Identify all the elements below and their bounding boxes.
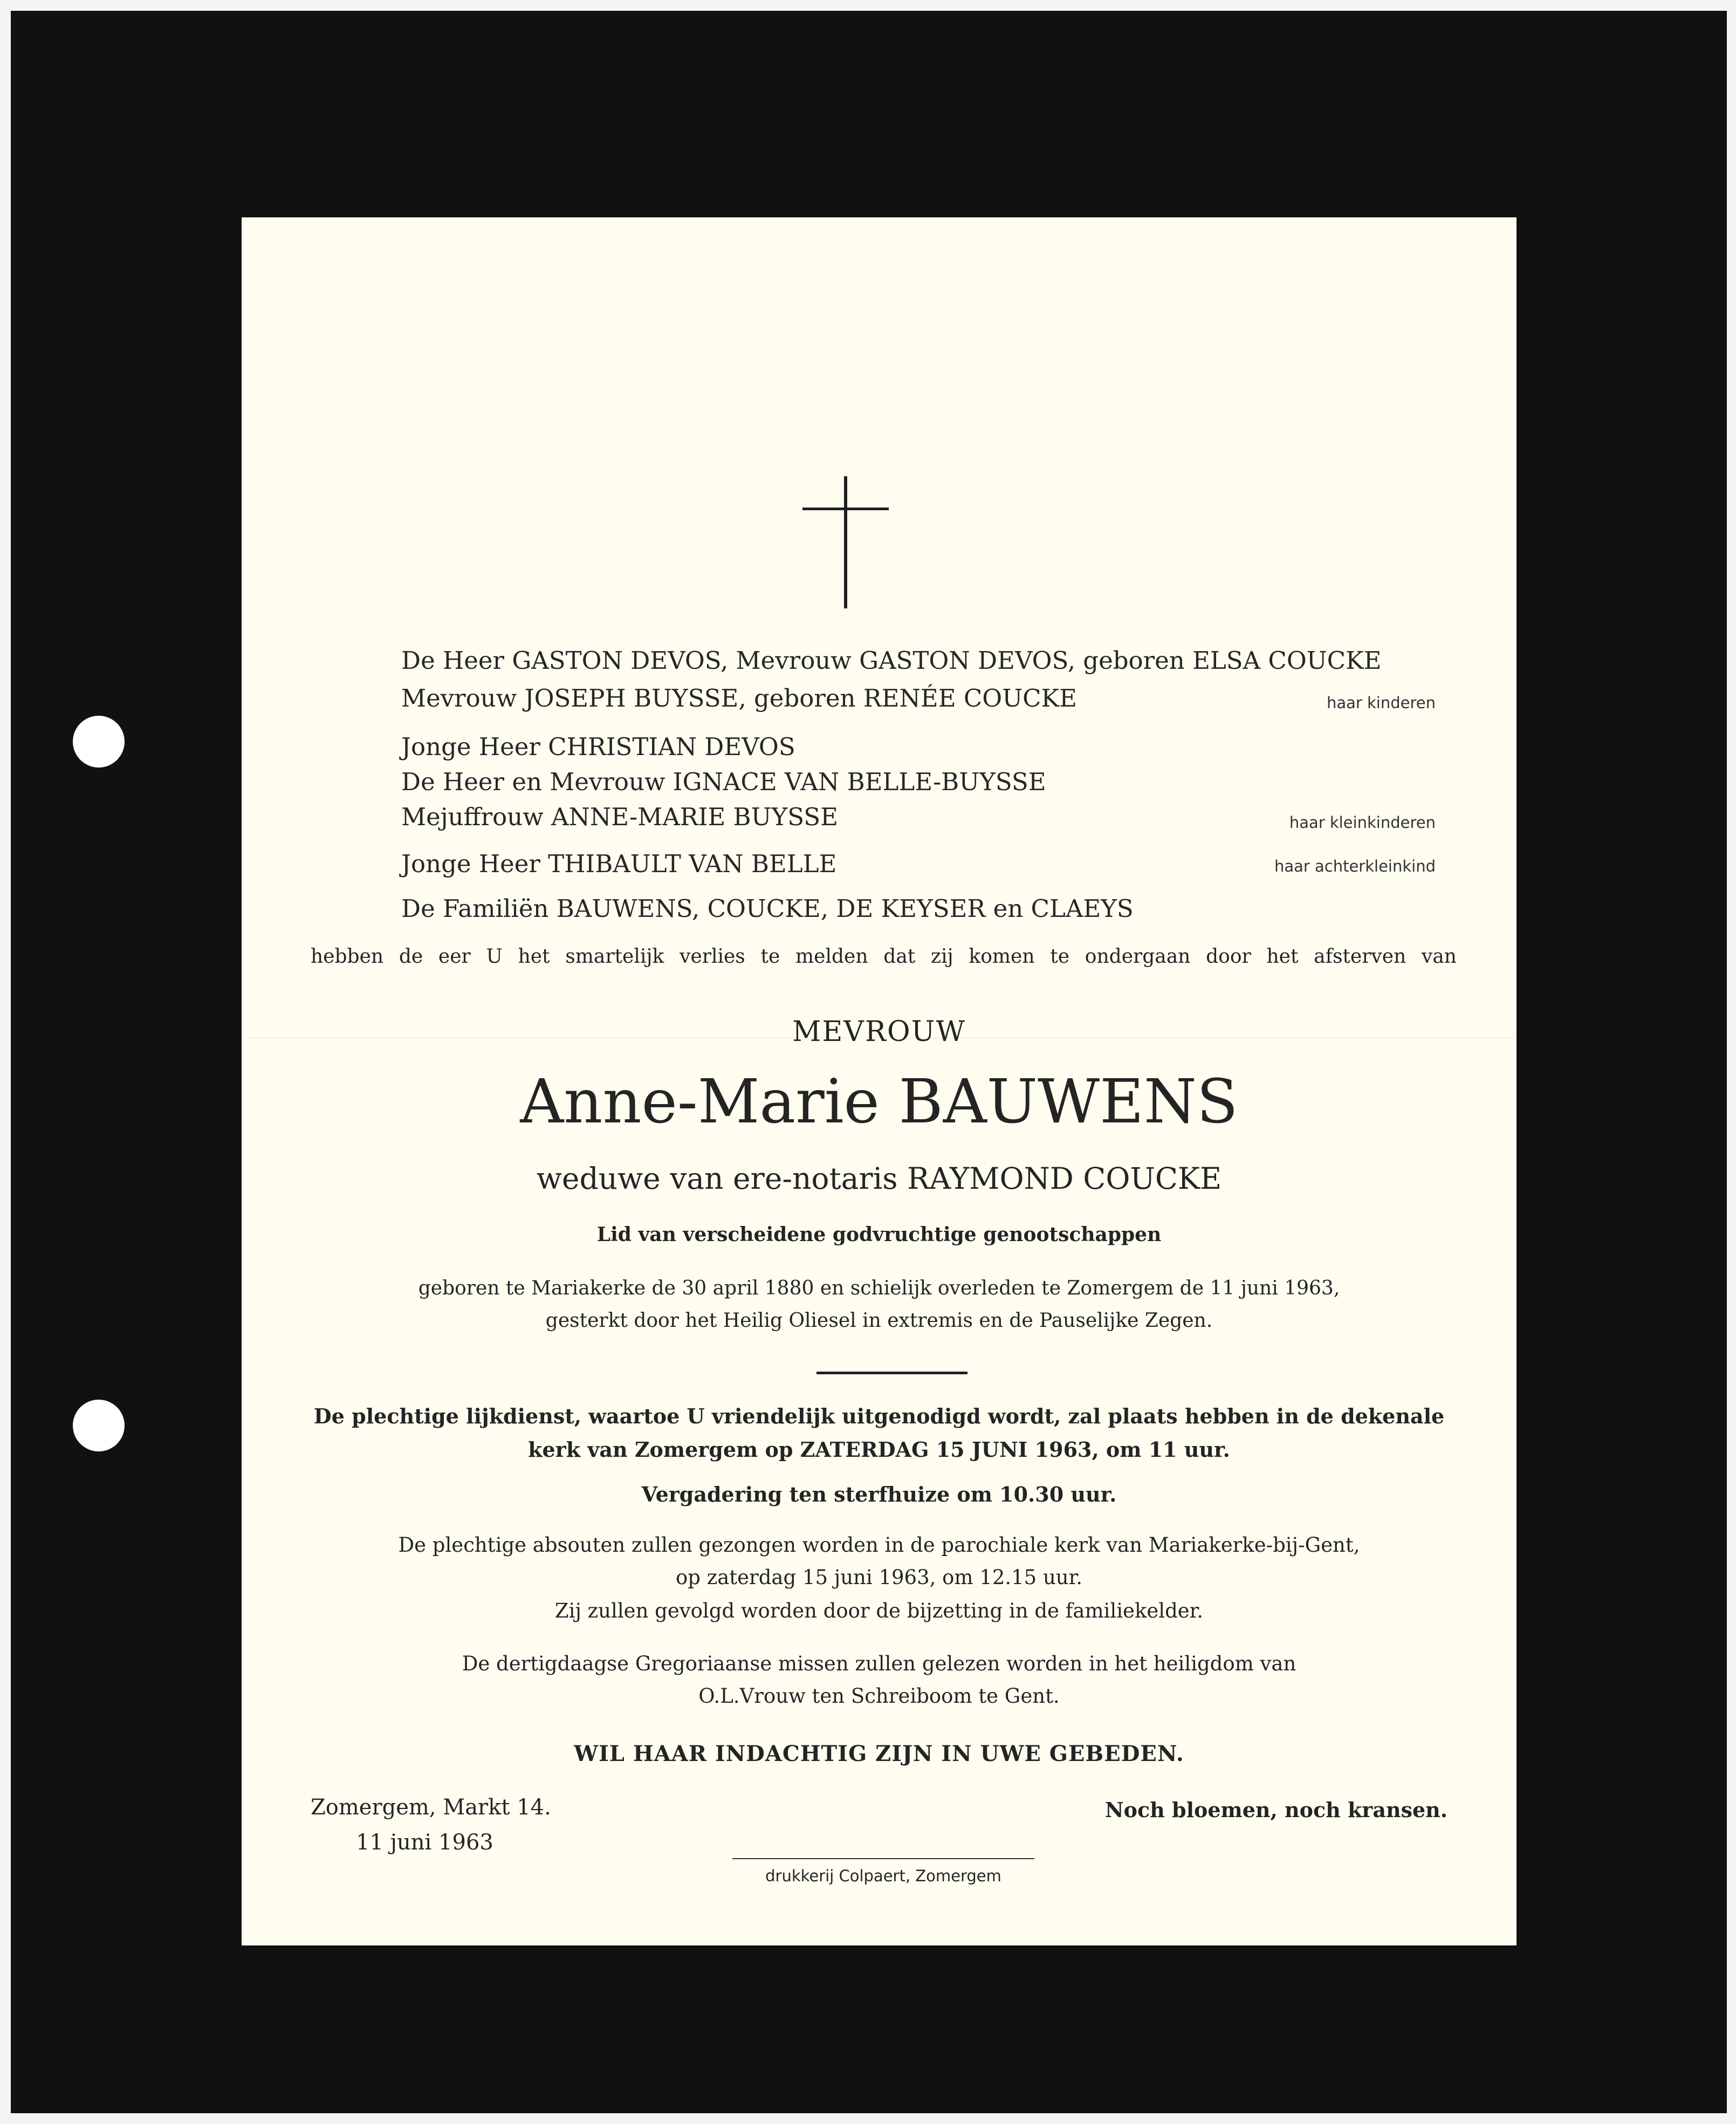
relation-tag: haar kinderen xyxy=(1326,694,1436,712)
mourning-card xyxy=(242,217,1517,1945)
printer-rule xyxy=(732,1858,1034,1859)
cross-icon xyxy=(802,476,889,608)
relative-line: De Heer GASTON DEVOS, Mevrouw GASTON DEVOS, geboren ELSA COUCKE xyxy=(401,646,1382,675)
announcement-intro: hebben de eer U het smartelijk verlies te melden dat zij komen te ondergaan door het afsterven van xyxy=(311,945,1457,968)
address-line: Zomergem, Markt 14. xyxy=(311,1795,551,1820)
prayer-request: WIL HAAR INDACHTIG ZIJN IN UWE GEBEDEN. xyxy=(574,1741,1184,1766)
deceased-name: Anne-Marie BAUWENS xyxy=(520,1067,1238,1137)
relative-line: Mejuffrouw ANNE-MARIE BUYSSE xyxy=(401,803,838,831)
funeral-service-line-1: De plechtige lijkdienst, waartoe U vriendelijk uitgenodigd wordt, zal plaats hebben in de dekenale xyxy=(313,1404,1445,1428)
relation-tag: haar achterkleinkind xyxy=(1274,857,1436,875)
funeral-service-line-2: kerk van Zomergem op ZATERDAG 15 JUNI 1963, om 11 uur. xyxy=(528,1437,1230,1462)
relative-line: De Heer en Mevrouw IGNACE VAN BELLE-BUYSSE xyxy=(401,768,1046,796)
masses-line-1: De dertigdaagse Gregoriaanse missen zullen gelezen worden in het heiligdom van xyxy=(462,1652,1296,1675)
divider-rule xyxy=(816,1372,968,1374)
absolution-line-1: De plechtige absouten zullen gezongen worden in de parochiale kerk van Mariakerke-bij-Gent, xyxy=(398,1533,1360,1557)
relative-line: Mevrouw JOSEPH BUYSSE, geboren RENÉE COUCKE xyxy=(401,684,1078,712)
printer-credit: drukkerij Colpaert, Zomergem xyxy=(765,1867,1001,1885)
date-line: 11 juni 1963 xyxy=(356,1830,493,1855)
absolution-line-2: op zaterdag 15 juni 1963, om 12.15 uur. xyxy=(675,1566,1083,1589)
birth-death-line-2: gesterkt door het Heilig Oliesel in extremis en de Pauselijke Zegen. xyxy=(545,1310,1213,1332)
birth-death-line-1: geboren te Mariakerke de 30 april 1880 en schielijk overleden te Zomergem de 11 juni 1963, xyxy=(418,1277,1340,1299)
black-mount-board xyxy=(11,11,1727,2113)
widow-of-line: weduwe van ere-notaris RAYMOND COUCKE xyxy=(536,1161,1222,1196)
punch-hole-bottom xyxy=(73,1400,125,1451)
absolution-line-3: Zij zullen gevolgd worden door de bijzetting in de familiekelder. xyxy=(554,1599,1204,1622)
punch-hole-top xyxy=(73,716,125,768)
relative-line: De Familiën BAUWENS, COUCKE, DE KEYSER en CLAEYS xyxy=(401,894,1134,923)
masses-line-2: O.L.Vrouw ten Schreiboom te Gent. xyxy=(698,1684,1060,1708)
relative-line: Jonge Heer THIBAULT VAN BELLE xyxy=(401,849,837,878)
membership-line: Lid van verscheidene godvruchtige genootschappen xyxy=(596,1223,1162,1246)
meeting-line: Vergadering ten sterfhuize om 10.30 uur. xyxy=(641,1482,1117,1506)
relation-tag: haar kleinkinderen xyxy=(1289,813,1436,832)
relative-line: Jonge Heer CHRISTIAN DEVOS xyxy=(401,732,795,761)
no-flowers-note: Noch bloemen, noch kransen. xyxy=(1104,1798,1447,1822)
deceased-title: MEVROUW xyxy=(792,1016,966,1048)
